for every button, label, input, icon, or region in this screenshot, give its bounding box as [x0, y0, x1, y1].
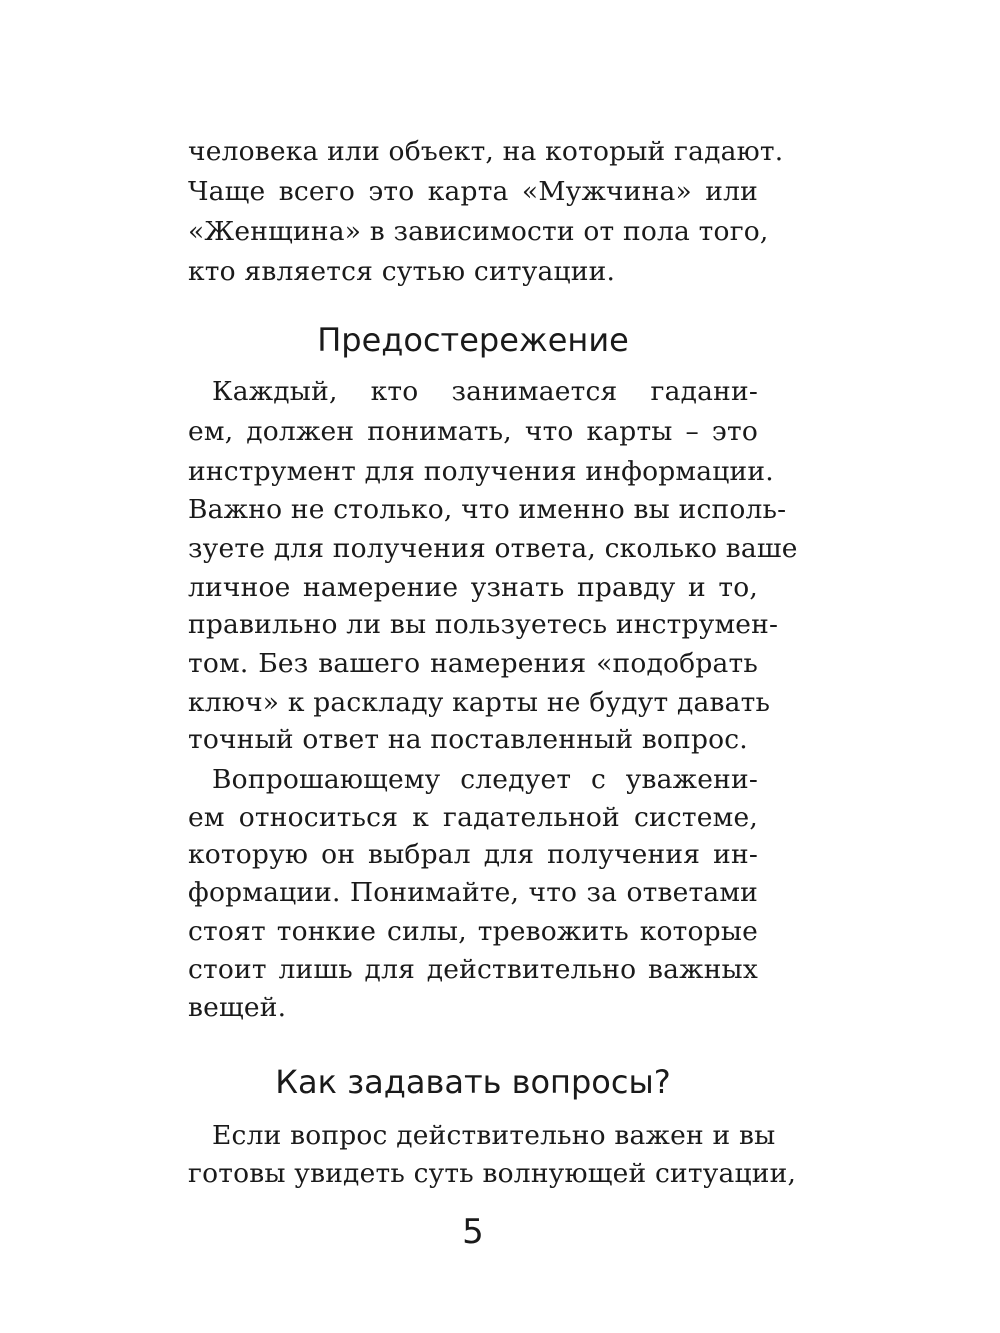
text-line: которую он выбрал для получения ин- [188, 839, 758, 870]
text-line: вещей. [188, 992, 287, 1023]
text-line: готовы увидеть суть волнующей ситуации, [188, 1158, 797, 1189]
text-line: Чаще всего это карта «Мужчина» или [188, 176, 758, 207]
text-line: Если вопрос действительно важен и вы [212, 1120, 776, 1151]
text-line: том. Без вашего намерения «подобрать [188, 648, 758, 679]
text-line: правильно ли вы пользуетесь инструмен- [188, 609, 779, 640]
text-line: точный ответ на поставленный вопрос. [188, 724, 748, 755]
text-line: ем относиться к гадательной системе, [188, 802, 758, 833]
page-number: 5 [462, 1212, 484, 1252]
text-line: личное намерение узнать правду и то, [188, 572, 758, 603]
text-line: «Женщина» в зависимости от пола того, [188, 216, 769, 247]
text-line: ключ» к раскладу карты не будут давать [188, 687, 771, 718]
text-line: формации. Понимайте, что за ответами [188, 877, 758, 908]
section-heading-warning: Предостережение [317, 321, 629, 359]
text-line: стоит лишь для действительно важных [188, 954, 758, 985]
text-line: кто является сутью ситуации. [188, 256, 616, 287]
section-heading-how-to-ask: Как задавать вопросы? [275, 1063, 671, 1101]
text-line: Каждый, кто занимается гадани- [212, 376, 758, 407]
text-line: стоят тонкие силы, тревожить которые [188, 916, 758, 947]
text-line: ем, должен понимать, что карты – это [188, 416, 758, 447]
text-line: зуете для получения ответа, сколько ваше [188, 533, 798, 564]
text-line: инструмент для получения информации. [188, 456, 774, 487]
text-line: Важно не столько, что именно вы исполь- [188, 494, 787, 525]
text-line: человека или объект, на который гадают. [188, 136, 784, 167]
book-page [188, 0, 798, 1333]
text-line: Вопрошающему следует с уважени- [212, 764, 758, 795]
